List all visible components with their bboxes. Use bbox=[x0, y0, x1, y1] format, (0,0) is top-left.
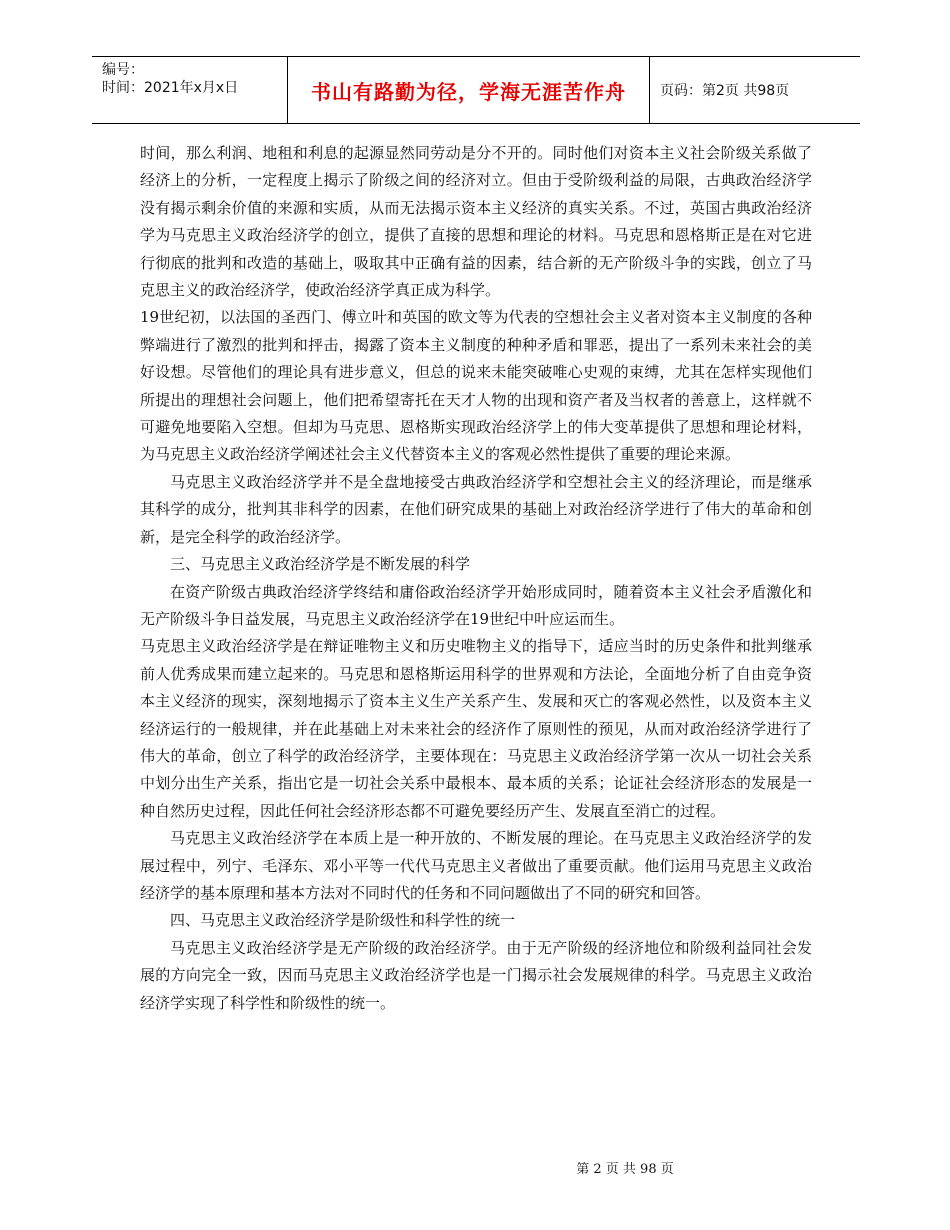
paragraph: 马克思主义政治经济学并不是全盘地接受古典政治经济学和空想社会主义的经济理论，而是继承其科学的成分，批判其非科学的因素，在他们研究成果的基础上对政治经济学进行了伟大的革命和创新，是完全科学的政治经济学。 bbox=[140, 472, 812, 546]
header-time-label: 时间：2021年x月x日 bbox=[102, 80, 239, 96]
paragraph: 马克思主义政治经济学是在辩证唯物主义和历史唯物主义的指导下，适应当时的历史条件和批判继承前人优秀成果而建立起来的。马克思和恩格斯运用科学的世界观和方法论，全面地分析了自由竞争资本主义经济的现实，深刻地揭示了资本主义生产关系产生、发展和灭亡的客观必然性，以及资本主义经济运行的一般规律，并在此基础上对未来社会的经济作了原则性的预见，从而对政治经济学进行了伟大的革命，创立了科学的政治经济学，主要体现在：马克思主义政治经济学第一次从一切社会关系中划分出生产关系，指出它是一切社会关系中最根本、最本质的关系；论证社会经济形态的发展是一种自然历史过程，因此任何社会经济形态都不可避免要经历产生、发展直至消亡的过程。 bbox=[140, 637, 812, 820]
paragraph: 在资产阶级古典政治经济学终结和庸俗政治经济学开始形成同时，随着资本主义社会矛盾激化和无产阶级斗争日益发展，马克思主义政治经济学在19世纪中叶应运而生。 bbox=[140, 582, 812, 628]
paragraph: 马克思主义政治经济学在本质上是一种开放的、不断发展的理论。在马克思主义政治经济学的发展过程中，列宁、毛泽东、邓小平等一代代马克思主义者做出了重要贡献。他们运用马克思主义政治经济学的基本原理和基本方法对不同时代的任务和不同问题做出了不同的研究和回答。 bbox=[140, 829, 812, 902]
paragraph: 时间，那么利润、地租和利息的起源显然同劳动是分不开的。同时他们对资本主义社会阶级关系做了经济上的分析，一定程度上揭示了阶级之间的经济对立。但由于受阶级利益的局限，古典政治经济学没有揭示剩余价值的来源和实质，从而无法揭示资本主义经济的真实关系。不过，英国古典政治经济学为马克思主义政治经济学的创立，提供了直接的思想和理论的材料。马克思和恩格斯正是在对它进行彻底的批判和改造的基础上，吸取其中正确有益的因素，结合新的无产阶级斗争的实践，创立了马克思主义的政治经济学，使政治经济学真正成为科学。 bbox=[140, 144, 812, 300]
header-page-info: 页码：第2页 共98页 bbox=[660, 83, 790, 99]
paragraph: 马克思主义政治经济学是无产阶级的政治经济学。由于无产阶级的经济地位和阶级利益同社会发展的方向完全一致，因而马克思主义政治经济学也是一门揭示社会发展规律的科学。马克思主义政治经济学实现了科学性和阶级性的统一。 bbox=[140, 938, 812, 1012]
header-motto: 书山有路勤为径，学海无涯苦作舟 bbox=[287, 57, 650, 123]
section-heading: 四、马克思主义政治经济学是阶级性和科学性的统一 bbox=[170, 911, 516, 930]
page-footer: 第 2 页 共 98 页 bbox=[576, 1162, 674, 1177]
paragraph: 19世纪初，以法国的圣西门、傅立叶和英国的欧文等为代表的空想社会主义者对资本主义制度的各种弊端进行了激烈的批判和抨击，揭露了资本主义制度的种种矛盾和罪恶，提出了一系列未来社会的美好设想。尽管他们的理论具有进步意义，但总的说来未能突破唯心史观的束缚，尤其在怎样实现他们所提出的理想社会问题上，他们把希望寄托在天才人物的出现和资产者及当权者的善意上，这样就不可避免地要陷入空想。但却为马克思、恩格斯实现政治经济学上的伟大变革提供了思想和理论材料，为马克思主义政治经济学阐述社会主义代替资本主义的客观必然性提供了重要的理论来源。 bbox=[140, 308, 812, 464]
header-number-label: 编号： bbox=[102, 62, 144, 78]
section-heading: 三、马克思主义政治经济学是不断发展的科学 bbox=[170, 555, 471, 574]
page-header bbox=[92, 56, 860, 124]
document-body bbox=[140, 140, 812, 1017]
header-meta bbox=[92, 57, 287, 123]
